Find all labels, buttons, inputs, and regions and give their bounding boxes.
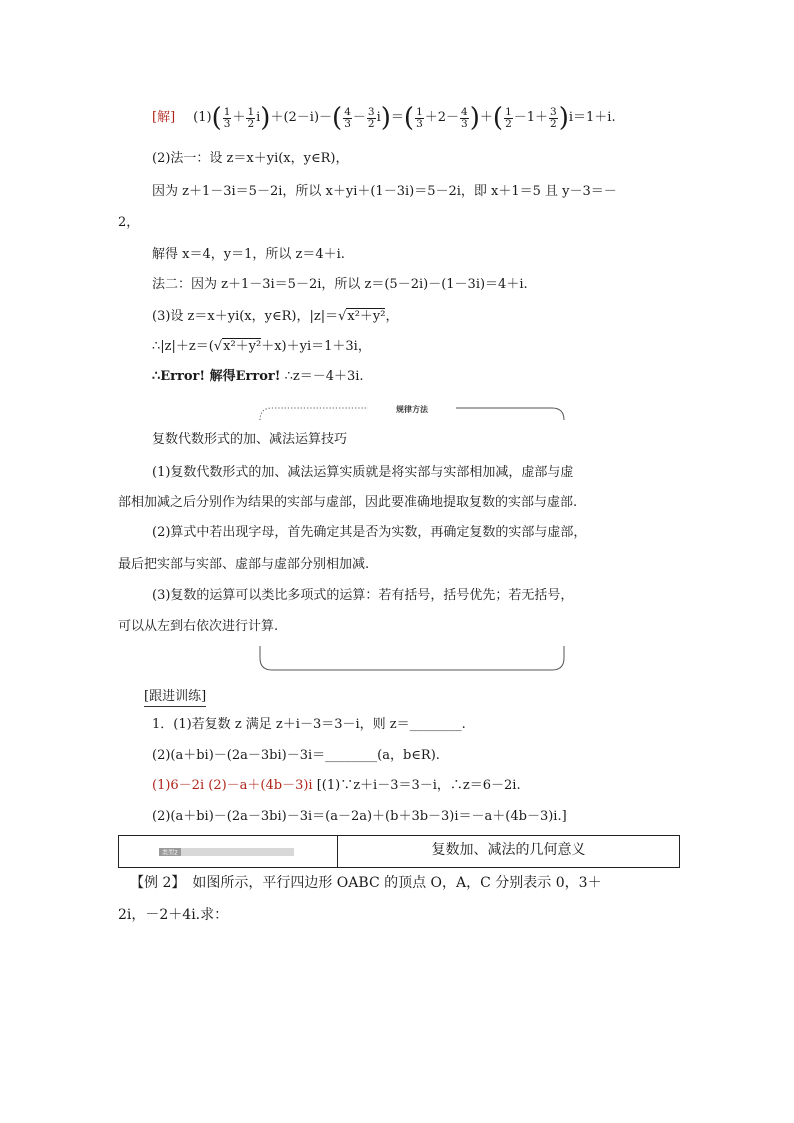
example-line2: 2i，－2＋4i.求： [118, 907, 229, 923]
fraction: $\frac{1}{3}$ [416, 105, 423, 130]
method-box-title: 复数代数形式的加、减法运算技巧 [152, 432, 348, 447]
method-p1-line1: (1)复数代数形式的加、减法运算实质就是将实部与实部相加减，虚部与虚 [152, 465, 574, 480]
method-box-bottom-border [258, 646, 566, 672]
example-line1: 【例 2】 如图所示，平行四边形 OABC 的顶点 O，A，C 分别表示 0，3＋ [130, 875, 602, 891]
part3-line2: ∴|z|＋z＝(√x²＋y²＋x)＋yi＝1＋3i， [152, 339, 371, 354]
method-p1-line2: 部相加减之后分别作为结果的实部与虚部，因此要准确地提取复数的实部与虚部. [118, 495, 578, 510]
method-p2-line1: (2)算式中若出现字母，首先确定其是否为实数，再确定复数的实部与虚部， [152, 525, 587, 540]
topic-badge-cell [119, 836, 338, 867]
sqrt-expression: x²＋y² [347, 309, 386, 324]
part2-method2: 法二：因为 z＋1－3i＝5－2i，所以 z＝(5－2i)－(1－3i)＝4＋i. [152, 277, 528, 292]
answer-highlight: (1)6－2i (2)－a＋(4b－3)i [152, 778, 313, 793]
practice-answer-line1: (1)6－2i (2)－a＋(4b－3)i [(1)∵z＋i－3＝3－i，∴z＝6－2i. [152, 778, 521, 793]
method-box-top-border [258, 404, 566, 422]
topic-badge [159, 848, 294, 856]
fraction: $\frac{4}{3}$ [344, 105, 351, 130]
part2-line2: 因为 z＋1－3i＝5－2i，所以 x＋yi＋(1－3i)＝5－2i，即 x＋1＝5 且 y－3＝－ [152, 184, 617, 199]
method-p3-line2: 可以从左到右依次进行计算. [118, 619, 279, 634]
part3-line1: (3)设 z＝x＋yi(x，y∈R)，|z|＝√x²＋y²， [152, 309, 399, 324]
part2-line3: 解得 x＝4，y＝1，所以 z＝4＋i. [152, 247, 345, 262]
fraction: $\frac{3}{2}$ [550, 105, 557, 130]
practice-header: [跟进训练] [144, 688, 206, 707]
part3-line3: ∴Error! 解得Error! ∴z＝－4＋3i. [152, 369, 364, 384]
method-p3-line1: (3)复数的运算可以类比多项式的运算：若有括号，括号优先；若无括号， [152, 588, 574, 603]
svg-text:类型2: 类型2 [162, 849, 178, 856]
part1-prefix: (1) [193, 110, 212, 125]
practice-q2: (2)(a＋bi)－(2a－3bi)－3i＝________(a，b∈R). [152, 748, 440, 763]
fraction: $\frac{3}{2}$ [367, 105, 375, 130]
example-label: 【例 2】 [130, 875, 179, 891]
practice-q1: 1．(1)若复数 z 满足 z＋i－3＝3－i，则 z＝________. [152, 717, 466, 732]
fraction: $\frac{1}{2}$ [505, 105, 512, 130]
topic-heading-table [118, 835, 680, 868]
method-p2-line2: 最后把实部与实部、虚部与虚部分别相加减. [118, 557, 370, 572]
topic-title: 复数加、减法的几何意义 [431, 842, 586, 858]
part2-method1: (2)法一：设 z＝x＋yi(x，y∈R)， [152, 151, 349, 166]
method-box-header: 规律方法 [396, 405, 428, 414]
solution-label: [解] [152, 110, 176, 125]
fraction: $\frac{1}{2}$ [247, 105, 255, 130]
fraction: $\frac{4}{3}$ [461, 105, 468, 130]
part2-line2-cont: 2， [118, 215, 140, 230]
solution-line-1: [解] (1) ( $\frac{1}{3}$ ＋ $\frac{1}{2}$ i ) ＋(2－i)－ ( $\frac{4}{3}$ － $\frac{3}{2}$ i ) ＝ ( $\frac{1}{3}$ ＋2－ $\frac{4}{3}$ ) ＋ ( $\frac{1}{2}$ －1＋ $\frac{3}{2}$ ) i＝1＋i. [152, 103, 616, 133]
practice-answer-line2: (2)(a＋bi)－(2a－3bi)－3i＝(a－2a)＋(b＋3b－3)i＝－a＋(4b－3)i.] [152, 809, 567, 824]
fraction: $\frac{1}{3}$ [223, 105, 231, 130]
